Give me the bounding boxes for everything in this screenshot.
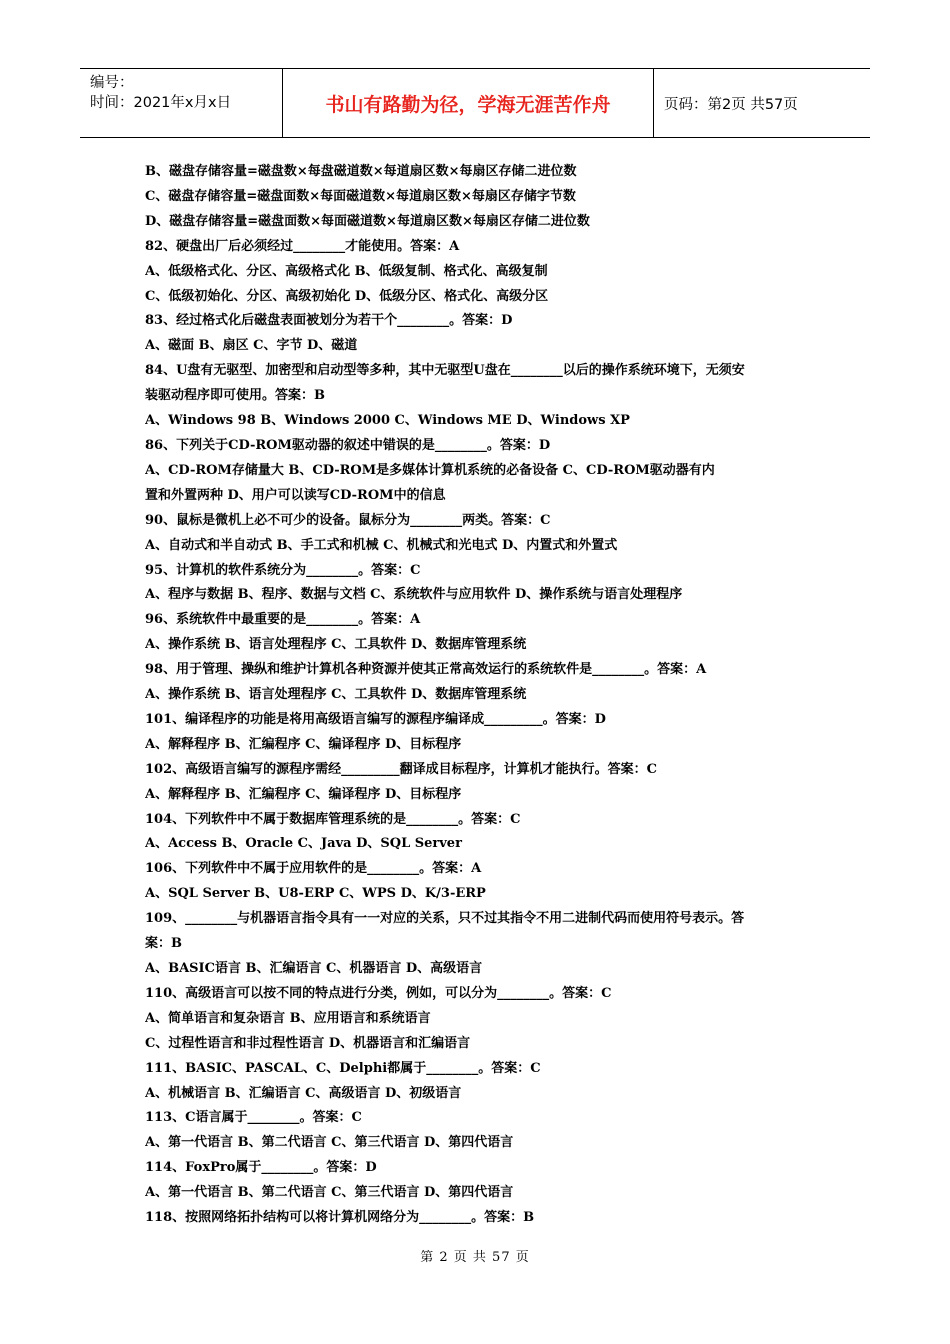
text-line: 86、下列关于CD-ROM驱动器的叙述中错误的是________。答案：D xyxy=(145,437,551,453)
text-line: 案：B xyxy=(145,936,182,952)
text-line: A、低级格式化、分区、高级格式化 B、低级复制、格式化、高级复制 xyxy=(145,263,548,279)
header-page-cell xyxy=(654,69,870,137)
text-line: 101、编译程序的功能是将用高级语言编写的源程序编译成_________。答案：D xyxy=(145,711,606,727)
text-line: A、程序与数据 B、程序、数据与文档 C、系统软件与应用软件 D、操作系统与语言处理程序 xyxy=(145,587,683,603)
text-line: A、机械语言 B、汇编语言 C、高级语言 D、初级语言 xyxy=(145,1085,462,1101)
text-line: 90、鼠标是微机上必不可少的设备。鼠标分为________两类。答案：C xyxy=(145,512,551,528)
text-line: A、磁面 B、扇区 C、字节 D、磁道 xyxy=(145,338,358,354)
text-line: 106、下列软件中不属于应用软件的是________。答案：A xyxy=(145,861,482,877)
page-info: 页码：第2页 共57页 xyxy=(664,96,798,113)
text-line: 111、BASIC、PASCAL、C、Delphi都属于________。答案：C xyxy=(145,1060,541,1076)
text-line: A、BASIC语言 B、汇编语言 C、机器语言 D、高级语言 xyxy=(145,961,483,976)
text-line: 118、按照网络拓扑结构可以将计算机网络分为________。答案：B xyxy=(145,1210,535,1226)
text-line: A、操作系统 B、语言处理程序 C、工具软件 D、数据库管理系统 xyxy=(145,637,527,653)
text-line: C、磁盘存储容量=磁盘面数×每面磁道数×每道扇区数×每扇区存储字节数 xyxy=(145,188,576,204)
text-line: 置和外置两种 D、用户可以读写CD-ROM中的信息 xyxy=(145,487,446,503)
question-list xyxy=(145,160,813,1231)
page-footer xyxy=(0,1246,950,1265)
text-line: A、操作系统 B、语言处理程序 C、工具软件 D、数据库管理系统 xyxy=(145,687,527,703)
text-line: 83、经过格式化后磁盘表面被划分为若干个________。答案：D xyxy=(145,313,513,329)
text-line: A、第一代语言 B、第二代语言 C、第三代语言 D、第四代语言 xyxy=(145,1135,514,1151)
text-line: C、低级初始化、分区、高级初始化 D、低级分区、格式化、高级分区 xyxy=(145,288,549,304)
text-line: C、过程性语言和非过程性语言 D、机器语言和汇编语言 xyxy=(145,1035,471,1051)
text-line: 114、FoxPro属于________。答案：D xyxy=(145,1160,377,1176)
header-motto-cell xyxy=(282,69,654,137)
text-line: 98、用于管理、操纵和维护计算机各种资源并使其正常高效运行的系统软件是________。答案：A xyxy=(145,662,707,678)
time-label: 时间：2021年x月x日 xyxy=(90,95,232,111)
text-line: 113、C语言属于________。答案：C xyxy=(145,1110,362,1126)
code-label: 编号： xyxy=(90,75,134,91)
text-line: A、简单语言和复杂语言 B、应用语言和系统语言 xyxy=(145,1010,431,1026)
text-line: 96、系统软件中最重要的是________。答案：A xyxy=(145,612,421,628)
text-line: A、CD-ROM存储量大 B、CD-ROM是多媒体计算机系统的必备设备 C、CD-ROM驱动器有内 xyxy=(145,462,715,478)
text-line: 95、计算机的软件系统分为________。答案：C xyxy=(145,562,421,578)
text-line: 102、高级语言编写的源程序需经_________翻译成目标程序，计算机才能执行。答案：C xyxy=(145,761,657,777)
text-line: A、解释程序 B、汇编程序 C、编译程序 D、目标程序 xyxy=(145,736,462,752)
text-line: A、第一代语言 B、第二代语言 C、第三代语言 D、第四代语言 xyxy=(145,1185,514,1201)
text-line: 82、硬盘出厂后必须经过________才能使用。答案：A xyxy=(145,238,460,254)
text-line: 109、________与机器语言指令具有一一对应的关系，只不过其指令不用二进制代码而使用符号表示。答 xyxy=(145,911,745,927)
text-line: 装驱动程序即可使用。答案：B xyxy=(145,388,325,404)
text-line: 104、下列软件中不属于数据库管理系统的是________。答案：C xyxy=(145,811,521,827)
text-line: A、自动式和半自动式 B、手工式和机械 C、机械式和光电式 D、内置式和外置式 xyxy=(145,537,618,553)
text-line: 84、U盘有无驱型、加密型和启动型等多种，其中无驱型U盘在________以后的操作系统环境下，无须安 xyxy=(145,363,745,379)
text-line: A、解释程序 B、汇编程序 C、编译程序 D、目标程序 xyxy=(145,786,462,802)
text-line: A、Windows 98 B、Windows 2000 C、Windows ME D、Windows XP xyxy=(145,413,630,429)
text-line: B、磁盘存储容量=磁盘数×每盘磁道数×每道扇区数×每扇区存储二进位数 xyxy=(145,164,577,179)
text-line: D、磁盘存储容量=磁盘面数×每面磁道数×每道扇区数×每扇区存储二进位数 xyxy=(145,213,590,229)
motto: 书山有路勤为径，学海无涯苦作舟 xyxy=(325,93,611,116)
footer-page-number: 第 2 页 共 57 页 xyxy=(420,1250,530,1265)
page-header xyxy=(80,68,870,138)
header-meta-cell xyxy=(80,69,282,137)
text-line: A、Access B、Oracle C、Java D、SQL Server xyxy=(145,836,462,852)
text-line: A、SQL Server B、U8-ERP C、WPS D、K/3-ERP xyxy=(145,886,486,902)
text-line: 110、高级语言可以按不同的特点进行分类，例如，可以分为________。答案：C xyxy=(145,985,612,1001)
